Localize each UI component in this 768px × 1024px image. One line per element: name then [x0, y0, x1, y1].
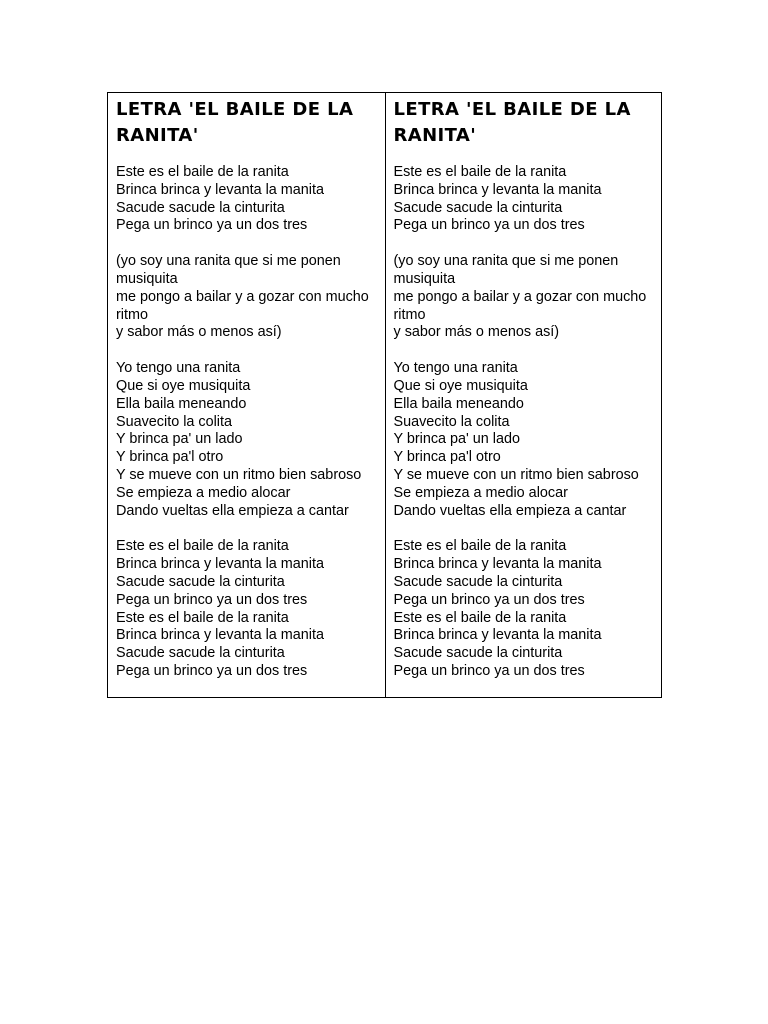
lyric-line: Sacude sacude la cinturita: [116, 199, 285, 216]
lyric-line: Que si oye musiquita: [393, 377, 528, 394]
lyric-line: Brinca brinca y levanta la manita: [393, 627, 602, 644]
lyric-line: Este es el baile de la ranita: [116, 164, 289, 180]
lyric-line: Que si oye musiquita: [116, 377, 251, 394]
lyric-line: Pega un brinco ya un dos tres: [116, 662, 308, 679]
lyric-line: Pega un brinco ya un dos tres: [393, 217, 585, 234]
lyric-line: y sabor más o menos así): [116, 324, 282, 341]
lyrics-title: LETRA 'EL BAILE DE LA RANITA': [116, 99, 354, 146]
lyrics-stanza: [394, 538, 656, 680]
lyric-line: me pongo a bailar y a gozar con mucho ritmo: [393, 288, 647, 323]
lyric-line: Brinca brinca y levanta la manita: [116, 181, 324, 198]
lyric-line: Suavecito la colita: [393, 413, 510, 430]
lyric-line: Pega un brinco ya un dos tres: [393, 662, 585, 679]
lyrics-stanza: [394, 360, 656, 520]
lyric-line: Sacude sacude la cinturita: [393, 645, 563, 662]
lyrics-stanza: [116, 538, 379, 680]
lyric-line: (yo soy una ranita que si me ponen musiquita: [393, 253, 619, 287]
lyric-line: Y brinca pa' un lado: [116, 431, 243, 448]
lyric-line: Dando vueltas ella empieza a cantar: [116, 502, 349, 519]
lyric-line: Ella baila meneando: [116, 395, 247, 412]
lyric-line: Este es el baile de la ranita: [393, 164, 567, 180]
lyric-line: Y se mueve con un ritmo bien sabroso: [393, 466, 639, 483]
lyric-line: Este es el baile de la ranita: [393, 609, 567, 626]
lyric-line: Suavecito la colita: [116, 413, 232, 430]
lyric-line: Brinca brinca y levanta la manita: [116, 556, 324, 573]
lyric-line: Pega un brinco ya un dos tres: [116, 591, 308, 608]
lyrics-title: LETRA 'EL BAILE DE LA RANITA': [393, 99, 631, 146]
lyrics-column-left: [108, 93, 385, 697]
lyric-line: Pega un brinco ya un dos tres: [393, 591, 585, 608]
lyric-line: Pega un brinco ya un dos tres: [116, 217, 308, 234]
lyric-line: Sacude sacude la cinturita: [116, 573, 285, 590]
lyrics-stanza: [116, 360, 379, 520]
lyrics-column-right: [385, 93, 662, 697]
lyric-line: Dando vueltas ella empieza a cantar: [393, 502, 627, 519]
lyric-line: Y brinca pa' un lado: [393, 431, 520, 448]
lyric-line: (yo soy una ranita que si me ponen musiquita: [116, 253, 341, 287]
lyric-line: Y brinca pa'l otro: [116, 449, 224, 466]
lyric-line: Brinca brinca y levanta la manita: [116, 627, 324, 644]
lyric-line: Este es el baile de la ranita: [393, 538, 567, 555]
lyrics-stanza: [116, 164, 379, 235]
lyric-line: Y brinca pa'l otro: [393, 449, 501, 466]
lyrics-table: [107, 92, 662, 698]
lyric-line: y sabor más o menos así): [393, 324, 560, 341]
lyrics-stanza: [394, 164, 656, 235]
lyrics-stanza: [116, 253, 379, 342]
lyric-line: Yo tengo una ranita: [116, 360, 241, 377]
lyric-line: Yo tengo una ranita: [393, 360, 518, 377]
lyric-line: Se empieza a medio alocar: [393, 484, 568, 501]
lyric-line: Y se mueve con un ritmo bien sabroso: [116, 466, 362, 483]
lyric-line: Ella baila meneando: [393, 395, 524, 412]
lyrics-stanza: [394, 253, 656, 342]
lyric-line: Brinca brinca y levanta la manita: [393, 556, 602, 573]
lyric-line: Sacude sacude la cinturita: [393, 199, 563, 216]
lyric-line: Este es el baile de la ranita: [116, 538, 289, 555]
lyric-line: Se empieza a medio alocar: [116, 484, 291, 501]
lyric-line: me pongo a bailar y a gozar con mucho ritmo: [116, 288, 369, 323]
lyric-line: Sacude sacude la cinturita: [393, 573, 563, 590]
lyric-line: Brinca brinca y levanta la manita: [393, 181, 602, 198]
lyric-line: Este es el baile de la ranita: [116, 609, 289, 626]
lyric-line: Sacude sacude la cinturita: [116, 645, 285, 662]
